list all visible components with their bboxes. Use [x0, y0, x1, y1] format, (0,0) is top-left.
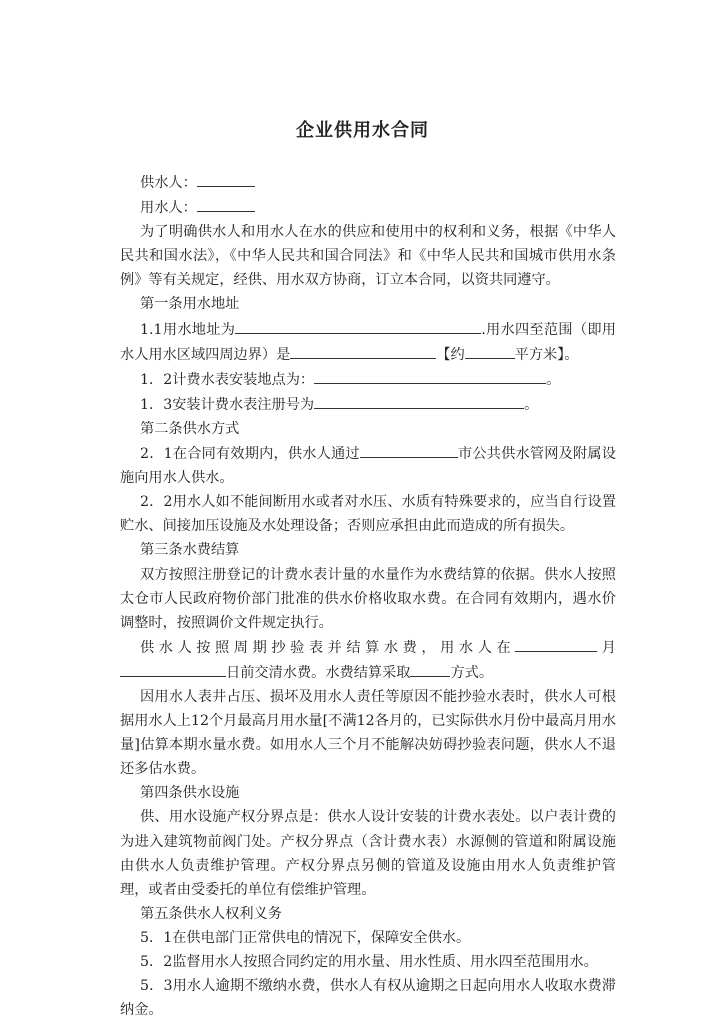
clause-1-1: 1.1用水地址为 .用水四至范围（即用水人用水区域四周边界）是 【约 平方米】。 — [120, 317, 616, 367]
user-line — [120, 195, 616, 220]
user-label: 用水人： — [140, 200, 197, 217]
meter-location-blank[interactable] — [314, 367, 546, 384]
clause-5-1: 5．1在供电部门正常供电的情况下，保障安全供水。 — [140, 929, 471, 946]
user-blank[interactable] — [197, 195, 255, 212]
contract-body — [120, 170, 616, 1022]
clause-1-3: 1．3安装计费水表注册号为 。 — [120, 392, 616, 417]
payment-method-blank[interactable] — [410, 660, 450, 677]
area-blank[interactable] — [465, 342, 515, 359]
section-1-heading: 第一条用水地址 — [140, 296, 240, 313]
section-3-heading: 第三条水费结算 — [140, 542, 240, 559]
section-4-heading: 第四条供水设施 — [140, 785, 240, 802]
clause-2-2: 2．2用水人如不能间断用水或者对水压、水质有特殊要求的，应当自行设置贮水、间接加压设施及水处理设备；否则应承担由此而造成的所有损失。 — [120, 494, 616, 535]
boundary-blank[interactable] — [290, 342, 436, 359]
section-4-para-1: 供、用水设施产权分界点是：供水人设计安装的计费水表处。以户表计费的为进入建筑物前阀门处。产权分界点（含计费水表）水源侧的管道和附属设施由供水人负责维护管理。产权分界点另侧的管道及设施由用水人负责维护管理，或者由受委托的单位有偿维护管理。 — [120, 809, 616, 898]
intro-paragraph: 为了明确供水人和用水人在水的供应和使用中的权利和义务，根据《中华人民共和国水法》，《中华人民共和国合同法》和《中华人民共和国城市供用水条例》等有关规定，经供、用水双方协商，订立本合同，以资共同遵守。 — [120, 224, 616, 289]
supplier-blank[interactable] — [197, 170, 255, 187]
supplier-label: 供水人： — [140, 175, 197, 191]
clause-2-1: 2．1在合同有效期内，供水人通过 市公共供水管网及附属设施向用水人供水。 — [120, 441, 616, 490]
document-title: 企业供用水合同 — [296, 120, 429, 141]
section-2-heading: 第二条供水方式 — [140, 420, 240, 437]
cycle-blank[interactable] — [515, 635, 597, 652]
address-blank[interactable] — [235, 317, 481, 334]
section-3-para-2: 供水人按照周期抄验表并结算水费，用水人在 月日前交清水费。水费结算采取 方式。 — [120, 635, 616, 685]
section-3-para-3: 因用水人表井占压、损坏及用水人责任等原因不能抄验水表时，供水人可根据用水人上12个月最高月用水量[不满12各月的，已实际供水月份中最高月用水量]估算本期水量水费。如用水人三个月不能解决妨碍抄验表问题，供水人不退还多估水费。 — [120, 688, 616, 778]
clause-5-2: 5．2监督用水人按照合同约定的用水量、用水性质、用水四至范围用水。 — [140, 954, 598, 970]
supply-channel-blank[interactable] — [360, 441, 458, 458]
supplier-line — [120, 170, 616, 195]
clause-1-2: 1．2计费水表安装地点为： 。 — [120, 367, 616, 392]
clause-5-3: 5．3用水人逾期不缴纳水费，供水人有权从逾期之日起向用水人收取水费滞纳金。 — [120, 978, 616, 1019]
due-day-blank[interactable] — [120, 660, 226, 677]
section-3-para-1: 双方按照注册登记的计费水表计量的水量作为水费结算的依据。供水人按照太仓市人民政府物价部门批准的供水价格收取水费。在合同有效期内，遇水价调整时，按照调价文件规定执行。 — [120, 566, 616, 631]
section-5-heading: 第五条供水人权利义务 — [140, 905, 282, 922]
meter-number-blank[interactable] — [314, 392, 524, 409]
